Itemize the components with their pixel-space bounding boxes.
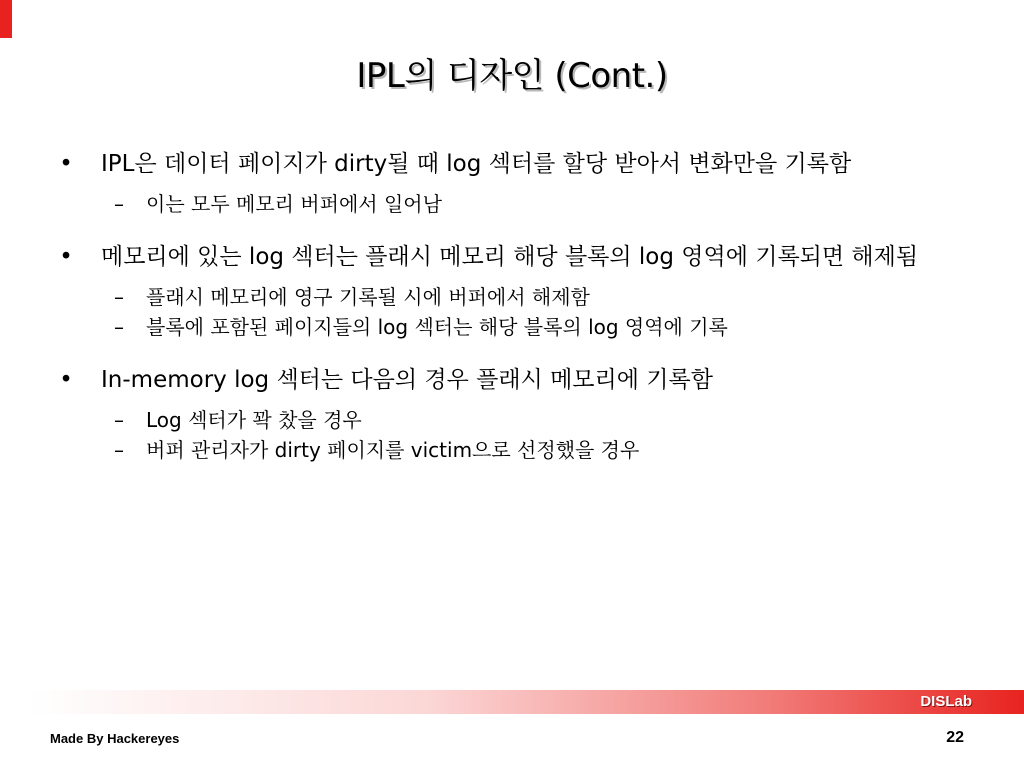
dash-icon: –	[114, 438, 124, 462]
bullet-text: IPL은 데이터 페이지가 dirty될 때 log 섹터를 할당 받아서 변화만을 기록함	[101, 151, 852, 177]
sub-bullet-text: 블록에 포함된 페이지들의 log 섹터는 해당 블록의 log 영역에 기록	[146, 315, 728, 339]
bullet-group-2	[56, 241, 976, 342]
footer-gradient-bar	[28, 690, 1024, 714]
bullet-dot-icon: •	[59, 244, 73, 270]
dash-icon: –	[114, 315, 124, 339]
lab-name: DISLab	[920, 693, 972, 710]
sub-bullet-item	[56, 312, 976, 342]
bullet-group-1	[56, 148, 976, 219]
bullet-item	[56, 241, 976, 274]
dash-icon: –	[114, 408, 124, 432]
sub-bullet-item	[56, 282, 976, 312]
sub-bullet-text: 이는 모두 메모리 버퍼에서 일어남	[146, 192, 442, 216]
sub-bullet-text: 플래시 메모리에 영구 기록될 시에 버퍼에서 해제함	[146, 285, 590, 309]
slide-body	[56, 148, 976, 487]
dash-icon: –	[114, 285, 124, 309]
bullet-dot-icon: •	[59, 367, 73, 393]
sub-bullet-item	[56, 189, 976, 219]
corner-accent	[0, 0, 12, 38]
bullet-item	[56, 148, 976, 181]
slide-title: IPL의 디자인 (Cont.)	[356, 56, 668, 96]
sub-bullet-item	[56, 405, 976, 435]
dash-icon: –	[114, 192, 124, 216]
bullet-group-3	[56, 364, 976, 465]
sub-bullet-text: 버퍼 관리자가 dirty 페이지를 victim으로 선정했을 경우	[146, 438, 640, 462]
sub-bullet-text: Log 섹터가 꽉 찼을 경우	[146, 408, 362, 432]
author-credit: Made By Hackereyes	[50, 731, 180, 746]
page-number: 22	[946, 729, 964, 746]
bullet-item	[56, 364, 976, 397]
sub-bullet-item	[56, 435, 976, 465]
bullet-text: In-memory log 섹터는 다음의 경우 플래시 메모리에 기록함	[101, 367, 713, 393]
bullet-dot-icon: •	[59, 151, 73, 177]
bullet-text: 메모리에 있는 log 섹터는 플래시 메모리 해당 블록의 log 영역에 기록되면 해제됨	[101, 244, 919, 270]
